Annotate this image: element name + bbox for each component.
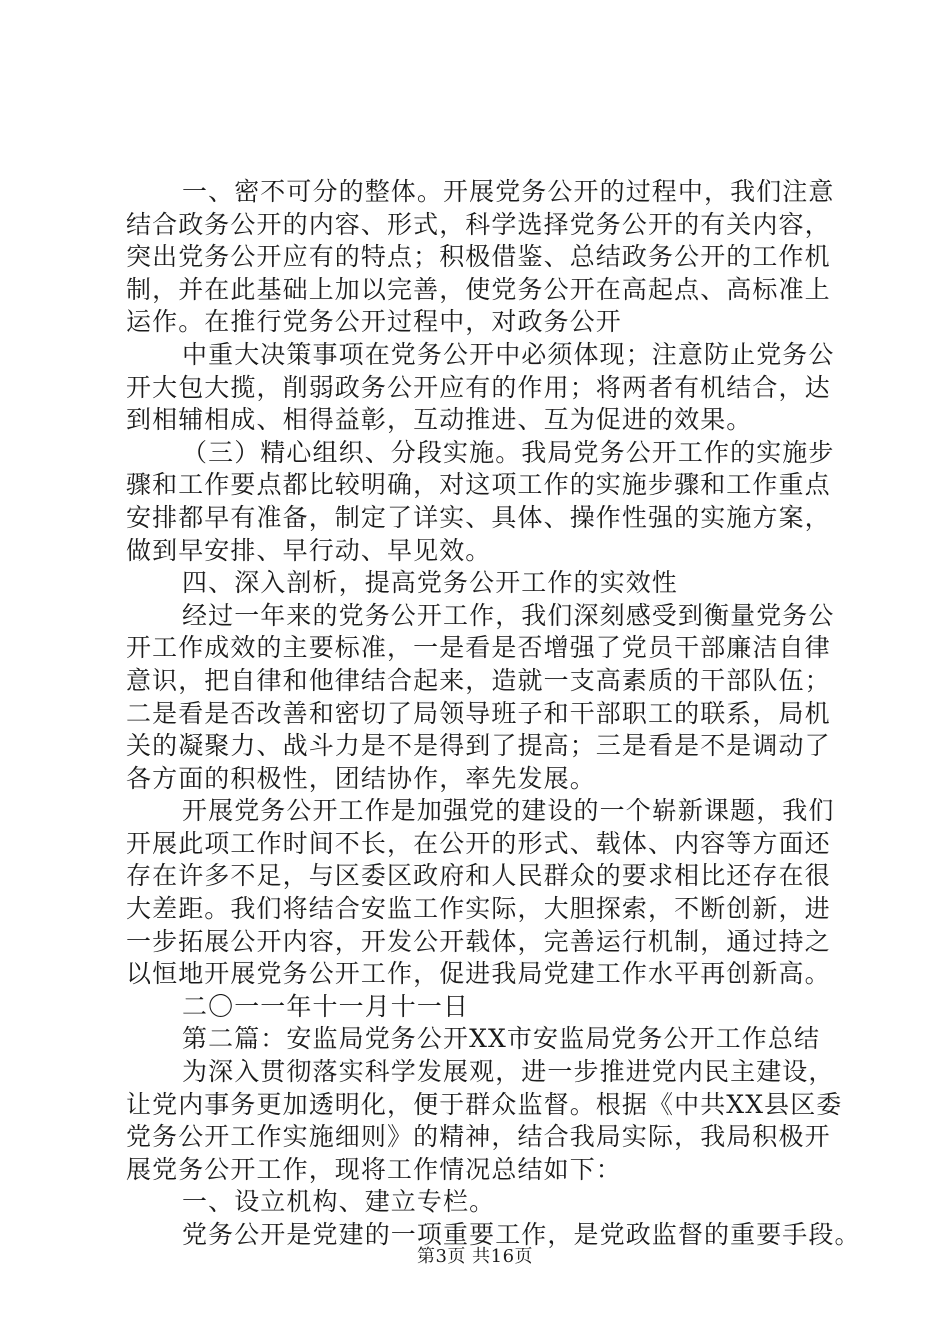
paragraph-line: 突出党务公开应有的特点；积极借鉴、总结政务公开的工作机: [126, 242, 831, 272]
paragraph-line: 中重大决策事项在党务公开中必须体现；注意防止党务公: [182, 339, 835, 369]
paragraph-line: 意识，把自律和他律结合起来，造就一支高素质的干部队伍；: [126, 665, 831, 695]
paragraph-line: 一、密不可分的整体。开展党务公开的过程中，我们注意: [182, 177, 835, 206]
paragraph-line: 存在许多不足，与区委区政府和人民群众的要求相比还存在很: [126, 861, 831, 891]
section-heading: 四、深入剖析，提高党务公开工作的实效性: [182, 568, 678, 598]
paragraph-line: 一步拓展公开内容，开发公开载体，完善运行机制，通过持之: [126, 926, 831, 956]
paragraph-line: 开展党务公开工作是加强党的建设的一个崭新课题，我们: [182, 796, 835, 826]
paragraph-line: 以恒地开展党务公开工作，促进我局党建工作水平再创新高。: [126, 959, 831, 989]
paragraph-line: 运作。在推行党务公开过程中，对政务公开: [126, 307, 622, 337]
paragraph-line: 关的凝聚力、战斗力是不是得到了提高；三是看是不是调动了: [126, 731, 831, 761]
paragraph-line: 到相辅相成、相得益彰，互动推进、互为促进的效果。: [126, 405, 753, 435]
paragraph-line: 二是看是否改善和密切了局领导班子和干部职工的联系，局机: [126, 698, 831, 728]
paragraph-line: 开展此项工作时间不长，在公开的形式、载体、内容等方面还: [126, 828, 831, 858]
paragraph-line: 开工作成效的主要标准，一是看是否增强了党员干部廉洁自律: [126, 633, 831, 663]
paragraph-line: 安排都早有准备，制定了详实、具体、操作性强的实施方案，: [126, 502, 831, 532]
paragraph-line: 做到早安排、早行动、早见效。: [126, 535, 492, 565]
section-heading: 一、设立机构、建立专栏。: [182, 1187, 496, 1217]
document-date: 二〇一一年十一月十一日: [182, 991, 470, 1021]
paragraph-line: 展党务公开工作，现将工作情况总结如下：: [126, 1154, 622, 1184]
document-body: [126, 176, 861, 1252]
page-number-footer: 第3页 共16页: [416, 1246, 534, 1267]
paragraph-line: 为深入贯彻落实科学发展观，进一步推进党内民主建设，: [182, 1057, 835, 1087]
paragraph-line: （三）精心组织、分段实施。我局党务公开工作的实施步: [182, 437, 835, 467]
paragraph-line: 开大包大揽，削弱政务公开应有的作用；将两者有机结合，达: [126, 372, 831, 402]
paragraph-line: 结合政务公开的内容、形式，科学选择党务公开的有关内容，: [126, 209, 831, 239]
paragraph-line: 大差距。我们将结合安监工作实际，大胆探索，不断创新，进: [126, 894, 831, 924]
chapter-title: 第二篇：安监局党务公开XX市安监局党务公开工作总结: [182, 1024, 821, 1054]
paragraph-line: 制，并在此基础上加以完善，使党务公开在高起点、高标准上: [126, 274, 831, 304]
paragraph-line: 骤和工作要点都比较明确，对这项工作的实施步骤和工作重点: [126, 470, 831, 500]
paragraph-line: 让党内事务更加透明化，便于群众监督。根据《中共XX县区委: [126, 1089, 843, 1119]
paragraph-line: 党务公开工作实施细则》的精神，结合我局实际，我局积极开: [126, 1122, 831, 1152]
paragraph-line: 党务公开是党建的一项重要工作，是党政监督的重要手段。: [182, 1220, 861, 1249]
paragraph-line: 各方面的积极性，团结协作，率先发展。: [126, 763, 596, 793]
paragraph-line: 经过一年来的党务公开工作，我们深刻感受到衡量党务公: [182, 600, 835, 630]
